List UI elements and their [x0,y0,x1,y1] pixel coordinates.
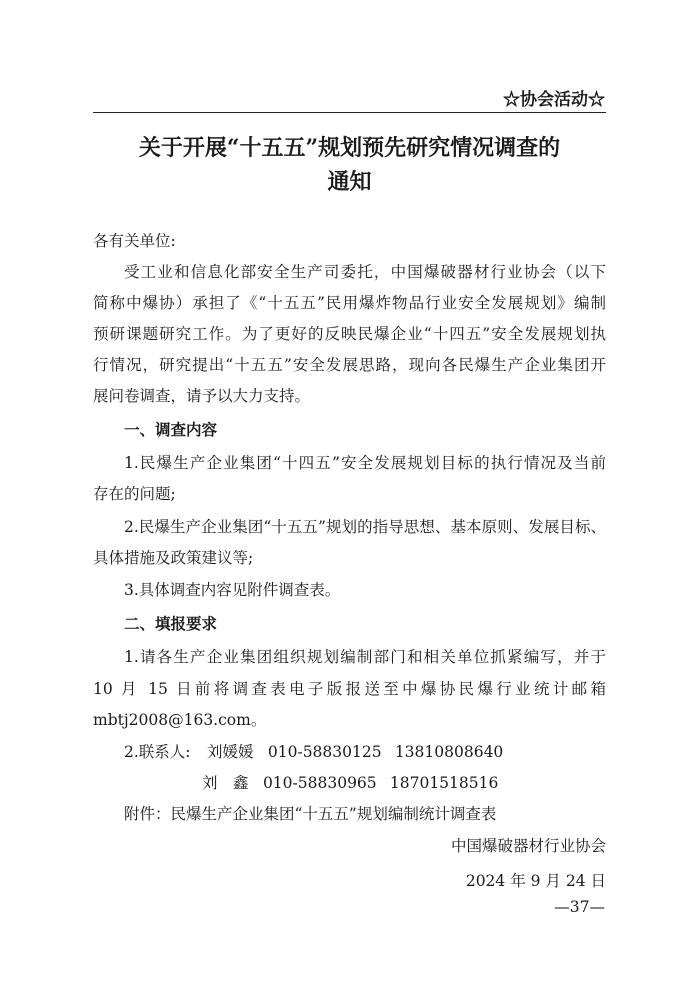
contacts-row [202,768,606,799]
item-line: mbtj2008@163.com。 [93,711,267,729]
item-line: 1.民爆生产企业集团“十四五”安全发展规划目标的执行情况及当前 [124,454,606,472]
item-line: 存在的问题; [93,485,176,503]
item-line: 10 月 15 日前将调查表电子版报送至中爆协民爆行业统计邮箱 [93,680,606,698]
contact-mobile: 18701518516 [389,774,499,792]
section-tag: ☆协会活动☆ [503,90,605,110]
contact-mobile: 13810808640 [394,743,504,761]
signature-date: 2024 年 9 月 24 日 [465,872,606,890]
item-line: 2.民爆生产企业集团“十五五”规划的指导思想、基本原则、发展目标、 [124,518,606,536]
page-number: —37— [554,898,605,916]
intro-line: 受工业和信息化部安全生产司委托，中国爆破器材行业协会（以下 [124,263,606,281]
salutation: 各有关单位: [93,232,176,250]
item-line: 具体措施及政策建议等; [93,549,254,567]
title-line-2: 通知 [327,169,372,195]
intro-line: 展问卷调查，请予以大力支持。 [93,387,311,405]
intro-line: 预研课题研究工作。为了更好的反映民爆企业“十四五”安全发展规划执 [93,325,606,343]
section-1-item-3: 3.具体调查内容见附件调查表。 [124,581,341,599]
intro-line: 简称中爆协）承担了《“十五五”民用爆炸物品行业安全发展规划》编制 [93,294,606,312]
title-line-1: 关于开展“十五五”规划预先研究情况调查的 [138,135,561,161]
signature-org: 中国爆破器材行业协会 [450,837,606,855]
item-line: 1.请各生产企业集团组织规划编制部门和相关单位抓紧编写，并于 [124,648,606,666]
contact-name: 刘 鑫 [202,774,249,792]
intro-line: 行情况，研究提出“十五五”安全发展思路，现向各民爆生产企业集团开 [93,356,606,374]
document-title [93,131,606,199]
contacts-row [124,737,606,768]
section-1-heading: 一、调查内容 [124,420,218,439]
contact-phone: 010-58830965 [262,774,377,792]
section-2-heading: 二、填报要求 [124,614,218,633]
attachment-note: 附件：民爆生产企业集团“十五五”规划编制统计调查表 [124,805,497,823]
header-rule [93,112,606,113]
contacts-label: 2.联系人: [124,743,191,761]
contact-name: 刘媛媛 [206,743,254,761]
contact-phone: 010-58830125 [267,743,382,761]
